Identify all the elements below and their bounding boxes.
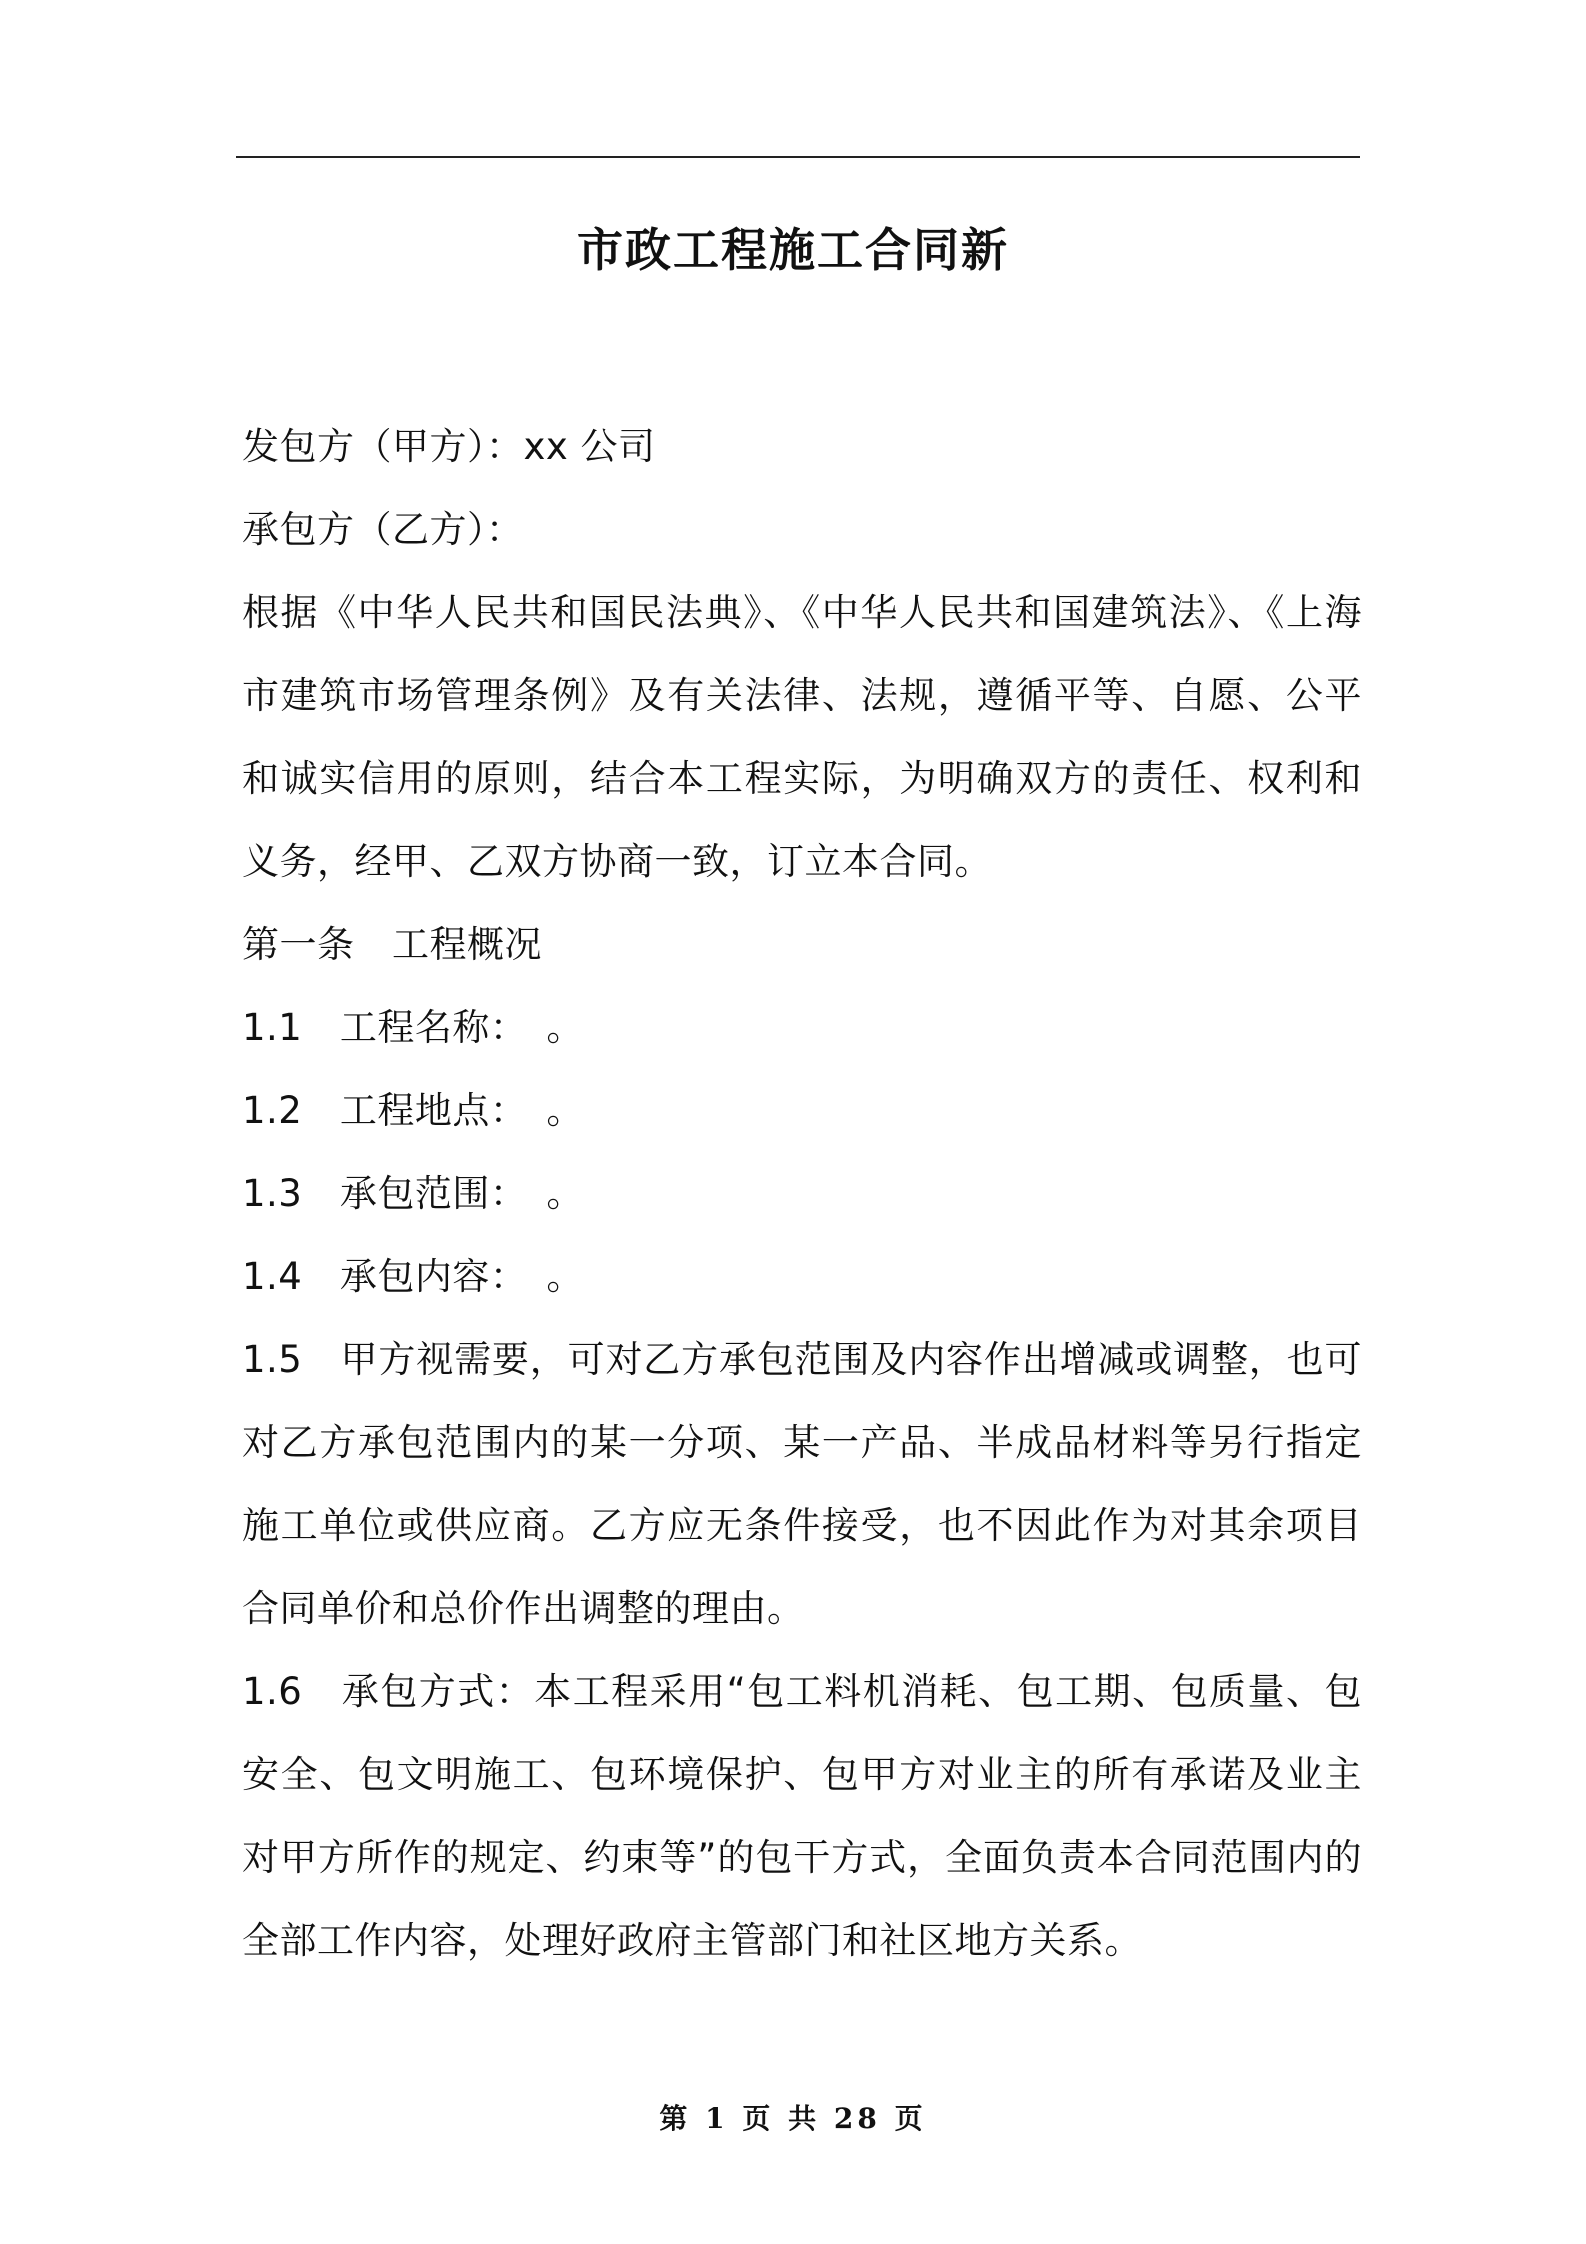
document-body <box>242 405 1362 1982</box>
clause-1-3: 1.3 承包范围： 。 <box>242 1172 584 1215</box>
header-rule <box>236 156 1360 158</box>
clause-1-6: 1.6 承包方式：本工程采用“包工料机消耗、包工期、包质量、包安全、包文明施工、包环境保护、包甲方对业主的所有承诺及业主对甲方所作的规定、约束等”的包干方式，全面负责本合同范围内的全部工作内容，处理好政府主管部门和社区地方关系。 <box>242 1670 1362 1962</box>
party-b-line: 承包方（乙方）： <box>242 508 524 551</box>
clause-1-1: 1.1 工程名称： 。 <box>242 1006 584 1049</box>
page-number-footer: 第 1 页 共 28 页 <box>659 2102 927 2135</box>
article-1-heading: 第一条 工程概况 <box>242 923 542 966</box>
clause-1-4: 1.4 承包内容： 。 <box>242 1255 584 1298</box>
document-title: 市政工程施工合同新 <box>577 223 1009 277</box>
party-a-line: 发包方（甲方）：xx 公司 <box>242 425 656 468</box>
preamble-paragraph: 根据《中华人民共和国民法典》、《中华人民共和国建筑法》、《上海市建筑市场管理条例》及有关法律、法规，遵循平等、自愿、公平和诚实信用的原则，结合本工程实际，为明确双方的责任、权利和义务，经甲、乙双方协商一致，订立本合同。 <box>242 591 1362 883</box>
clause-1-2: 1.2 工程地点： 。 <box>242 1089 584 1132</box>
clause-1-5: 1.5 甲方视需要，可对乙方承包范围及内容作出增减或调整，也可对乙方承包范围内的某一分项、某一产品、半成品材料等另行指定施工单位或供应商。乙方应无条件接受，也不因此作为对其余项目合同单价和总价作出调整的理由。 <box>242 1338 1362 1630</box>
